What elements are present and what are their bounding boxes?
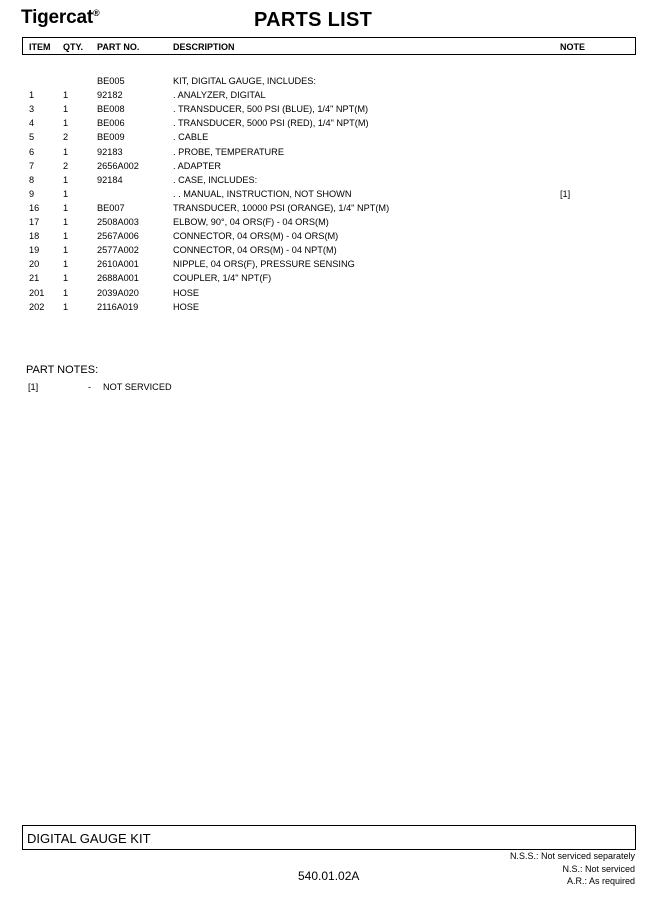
cell-part-no: 2610A001 bbox=[97, 259, 139, 270]
cell-part-no: BE008 bbox=[97, 104, 125, 115]
cell-part-no: 2116A019 bbox=[97, 301, 139, 312]
cell-part-no: 2656A002 bbox=[97, 160, 139, 171]
cell-qty: 1 bbox=[63, 146, 69, 157]
cell-qty: 1 bbox=[63, 287, 69, 298]
cell-qty: 1 bbox=[63, 90, 69, 101]
cell-item: 201 bbox=[29, 287, 45, 298]
cell-description: . TRANSDUCER, 500 PSI (BLUE), 1/4" NPT(M) bbox=[173, 104, 369, 115]
cell-qty: 1 bbox=[63, 104, 69, 115]
cell-part-no: BE009 bbox=[97, 132, 125, 143]
cell-part-no: 92184 bbox=[97, 174, 123, 185]
registered-mark: ® bbox=[92, 8, 100, 18]
cell-item: 4 bbox=[29, 118, 35, 129]
brand-logo bbox=[21, 7, 99, 29]
table-row bbox=[0, 273, 656, 287]
table-row bbox=[0, 302, 656, 316]
cell-qty: 1 bbox=[63, 217, 69, 227]
cell-qty: 1 bbox=[63, 231, 69, 242]
cell-part-no: 92183 bbox=[97, 146, 123, 157]
table-row bbox=[0, 288, 656, 302]
table-row bbox=[0, 147, 656, 161]
cell-item: 8 bbox=[29, 174, 35, 185]
cell-description: COUPLER, 1/4" NPT(F) bbox=[173, 273, 272, 284]
table-row bbox=[0, 203, 656, 217]
cell-description: KIT, DIGITAL GAUGE, INCLUDES: bbox=[173, 76, 316, 86]
cell-qty: 2 bbox=[63, 160, 69, 171]
cell-item: 20 bbox=[29, 259, 40, 270]
column-header-description: DESCRIPTION bbox=[173, 42, 235, 52]
cell-item: 6 bbox=[29, 146, 35, 157]
cell-part-no: 2688A001 bbox=[97, 273, 139, 284]
cell-part-no: BE005 bbox=[97, 76, 125, 86]
table-row bbox=[0, 76, 656, 90]
cell-part-no: BE006 bbox=[97, 118, 125, 129]
cell-description: TRANSDUCER, 10000 PSI (ORANGE), 1/4" NPT(M) bbox=[173, 202, 390, 213]
cell-item: 1 bbox=[29, 90, 35, 101]
cell-part-no: 2577A002 bbox=[97, 245, 139, 256]
cell-qty: 1 bbox=[63, 273, 69, 284]
cell-part-no: 2039A020 bbox=[97, 287, 139, 298]
cell-description: . CASE, INCLUDES: bbox=[173, 174, 258, 185]
cell-qty: 1 bbox=[63, 118, 69, 129]
cell-item: 16 bbox=[29, 202, 40, 213]
cell-item: 9 bbox=[29, 188, 35, 199]
legend-ar: A.R.: As required bbox=[566, 876, 635, 886]
cell-qty: 1 bbox=[63, 259, 69, 270]
table-row bbox=[0, 259, 656, 273]
section-title: DIGITAL GAUGE KIT bbox=[27, 831, 151, 846]
cell-item: 3 bbox=[29, 104, 35, 115]
cell-description: . ADAPTER bbox=[173, 160, 221, 171]
table-row bbox=[0, 90, 656, 104]
column-header-qty: QTY. bbox=[63, 42, 84, 52]
table-row bbox=[0, 217, 656, 231]
cell-qty: 1 bbox=[63, 174, 69, 185]
table-header bbox=[22, 37, 636, 55]
table-row bbox=[0, 118, 656, 132]
cell-qty: 2 bbox=[63, 132, 69, 143]
cell-qty: 1 bbox=[63, 301, 69, 312]
cell-description: . TRANSDUCER, 5000 PSI (RED), 1/4" NPT(M) bbox=[173, 118, 369, 129]
table-row bbox=[0, 231, 656, 245]
legend-ns: N.S.: Not serviced bbox=[562, 864, 635, 874]
table-row bbox=[0, 189, 656, 203]
cell-description: . PROBE, TEMPERATURE bbox=[173, 146, 284, 157]
cell-item: 202 bbox=[29, 301, 45, 312]
table-row bbox=[0, 132, 656, 146]
column-header-note: NOTE bbox=[560, 42, 586, 52]
table-row bbox=[0, 175, 656, 189]
brand-name: Tigercat bbox=[21, 7, 93, 28]
cell-item: 18 bbox=[29, 231, 40, 242]
cell-item: 7 bbox=[29, 160, 35, 171]
part-note-ref: [1] bbox=[28, 382, 39, 392]
cell-qty: 1 bbox=[63, 188, 69, 199]
cell-qty: 1 bbox=[63, 202, 69, 213]
cell-description: NIPPLE, 04 ORS(F), PRESSURE SENSING bbox=[173, 259, 355, 270]
cell-description: HOSE bbox=[173, 287, 200, 298]
cell-description: . ANALYZER, DIGITAL bbox=[173, 90, 266, 101]
cell-description: . . MANUAL, INSTRUCTION, NOT SHOWN bbox=[173, 188, 352, 199]
table-row bbox=[0, 161, 656, 175]
cell-part-no: BE007 bbox=[97, 202, 125, 213]
cell-description: . CABLE bbox=[173, 132, 209, 143]
part-notes-title: PART NOTES: bbox=[26, 364, 99, 376]
part-note-dash: - bbox=[88, 382, 92, 392]
cell-description: ELBOW, 90°, 04 ORS(F) - 04 ORS(M) bbox=[173, 217, 329, 227]
cell-item: 21 bbox=[29, 273, 40, 284]
column-header-part-no: PART NO. bbox=[97, 42, 140, 52]
table-row bbox=[0, 104, 656, 118]
cell-part-no: 92182 bbox=[97, 90, 123, 101]
cell-item: 17 bbox=[29, 217, 40, 227]
cell-qty: 1 bbox=[63, 245, 69, 256]
section-title-box bbox=[22, 825, 636, 850]
column-header-item: ITEM bbox=[29, 42, 51, 52]
cell-description: CONNECTOR, 04 ORS(M) - 04 NPT(M) bbox=[173, 245, 337, 256]
cell-description: HOSE bbox=[173, 301, 200, 312]
cell-part-no: 2567A006 bbox=[97, 231, 139, 242]
page-title: PARTS LIST bbox=[254, 9, 373, 31]
legend-nss: N.S.S.: Not serviced separately bbox=[509, 851, 635, 861]
cell-description: CONNECTOR, 04 ORS(M) - 04 ORS(M) bbox=[173, 231, 339, 242]
part-note-text: NOT SERVICED bbox=[103, 382, 172, 392]
document-number: 540.01.02A bbox=[298, 869, 360, 883]
cell-item: 19 bbox=[29, 245, 40, 256]
cell-item: 5 bbox=[29, 132, 35, 143]
cell-note: [1] bbox=[560, 188, 571, 199]
cell-part-no: 2508A003 bbox=[97, 217, 139, 227]
table-row bbox=[0, 245, 656, 259]
